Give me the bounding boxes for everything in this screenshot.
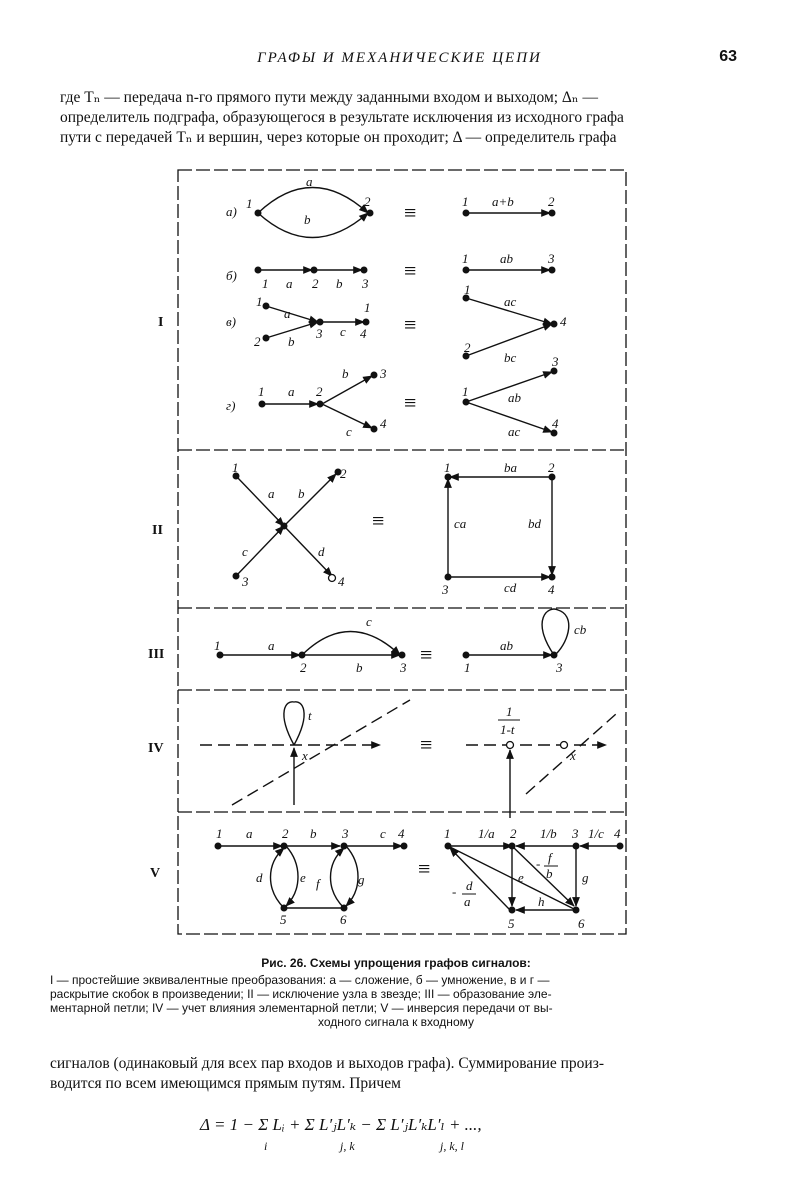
fraction-sign: - [536,856,541,871]
fraction-denominator: a [464,894,471,909]
edge-label: ba [504,460,517,475]
edge-label: bd [528,516,541,531]
equiv-sign: ≡ [372,508,385,533]
fraction-numerator: 1 [506,704,513,719]
section-label-III: III [148,647,165,662]
node-label: 2 [548,194,555,209]
node-label: 3 [572,826,579,841]
equiv-sign: ≡ [420,732,433,757]
node-label: 2 [312,276,319,291]
edge-label: ab [500,251,513,266]
subitem-d: г) [226,398,236,413]
node-label: 2 [364,194,371,209]
outro-line-1: сигналов (одинаковый для всех пар входов и выходов графа). Суммирование произ- [50,1055,605,1072]
node-label: x [302,748,308,763]
caption-title: Рис. 26. Схемы упрощения графов сигналов: [261,956,531,970]
node-label: 2 [282,826,289,841]
subitem-a: а) [226,204,237,219]
running-title: ГРАФЫ И МЕХАНИЧЕСКИЕ ЦЕПИ [257,50,542,66]
node-label: 1 [216,826,223,841]
edge-label: a [286,276,293,291]
fraction-numerator: f [548,850,552,865]
fraction-denominator: 1-t [500,722,515,737]
fraction-denominator: b [546,866,553,881]
edge-label: d [256,870,263,885]
edge-label: c [340,324,346,339]
caption-line-2: раскрытие скобок в произведении; II — исключение узла в звезде; III — образование эле- [50,987,552,1001]
edge-label: ac [508,424,521,439]
node-label: 3 [380,366,387,381]
node-label: 3 [342,826,349,841]
node-label: 2 [316,384,323,399]
edge-label: b [288,334,295,349]
graph-IV-right [466,714,616,818]
figure-26 [0,160,799,945]
node-label: 5 [508,916,515,931]
node-label: 1 [464,660,471,675]
node-label: 4 [380,416,387,431]
graph-open-nodes [329,575,568,749]
node-label: 3 [556,660,563,675]
section-label-IV: IV [148,741,164,756]
fraction-numerator: d [466,878,473,893]
node-label: 1 [246,196,253,211]
equiv-sign: ≡ [420,642,433,667]
node-label: 5 [280,912,287,927]
edge-label: bc [504,350,517,365]
node-label: 4 [360,326,367,341]
node-label: 3 [400,660,407,675]
node-label: 2 [464,340,471,355]
node-label: 3 [442,582,449,597]
edge-label: a [306,174,313,189]
section-label-I: I [158,315,164,330]
edge-label: h [538,894,545,909]
figure-caption [50,956,742,1029]
node-label: 4 [560,314,567,329]
caption-line-3: ментарной петли; IV — учет влияния элементарной петли; V — инверсия передачи от вы- [50,1001,553,1015]
node-label: 1 [262,276,269,291]
edge-label: g [582,870,589,885]
edge-label: b [336,276,343,291]
edge-label: b [342,366,349,381]
edge-label: a [284,306,291,321]
outro-line-2: водится по всем имеющимся прямым путям. Причем [50,1075,401,1092]
node-label: 2 [300,660,307,675]
node-label: 3 [242,574,249,589]
edge-label: a [268,486,275,501]
edge-label: e [518,870,524,885]
node-label: 1 [256,294,263,309]
node-label: 2 [254,334,261,349]
node-label: 2 [548,460,555,475]
edge-label: ac [504,294,517,309]
node-label: 1 [364,300,371,315]
edge-label: 1/b [540,826,557,841]
graph-V-right [448,846,618,910]
graph-III-right [466,609,569,655]
node-label: 1 [462,384,469,399]
section-label-V: V [150,866,161,881]
edge-label: ab [508,390,521,405]
equiv-sign: ≡ [404,200,417,225]
graph-III-left [220,632,400,656]
edge-label: c [366,614,372,629]
node-label: 1 [232,460,239,475]
edge-label: cd [504,580,517,595]
node-label: 4 [614,826,621,841]
equiv-sign: ≡ [404,390,417,415]
node-label: 1 [464,282,471,297]
node-label: 1 [462,194,469,209]
edge-label: f [316,876,320,891]
node-label: 4 [548,582,555,597]
node-label: 3 [362,276,369,291]
edge-label: a [268,638,275,653]
edge-label: d [318,544,325,559]
node-label: 3 [548,251,555,266]
node-label: 6 [578,916,585,931]
edge-label: a [246,826,253,841]
node-label: 4 [552,416,559,431]
edge-label: c [242,544,248,559]
intro-paragraph [60,88,740,148]
edge-label: 1/c [588,826,604,841]
intro-line-1: где Tₙ — передача n-го прямого пути между заданными входом и выходом; Δₙ — [60,89,598,106]
edge-label: b [298,486,305,501]
edge-label: a+b [492,194,514,209]
page-header [0,48,799,72]
subitem-b: б) [226,268,237,283]
node-label: 3 [316,326,323,341]
edge-label: c [346,424,352,439]
edge-label: e [300,870,306,885]
caption-line-4: ходного сигнала к входному [317,1015,474,1029]
graph-Ic-left [266,306,364,338]
section-label-II: II [152,523,163,538]
edge-label: cb [574,622,587,637]
equiv-sign: ≡ [404,312,417,337]
node-label: x [570,748,576,763]
edge-label: b [304,212,311,227]
outro-paragraph [50,1054,740,1094]
edge-label: ab [500,638,513,653]
node-label: 2 [510,826,517,841]
caption-line-1: I — простейшие эквивалентные преобразования: а — сложение, б — умножение, в и г — [50,973,550,987]
edge-label: ca [454,516,467,531]
node-label: 6 [340,912,347,927]
node-label: 2 [340,466,347,481]
edge-label: a [288,384,295,399]
fraction-sign: - [452,884,457,899]
subitem-c: в) [226,314,236,329]
node-label: 1 [444,460,451,475]
node-label: 4 [398,826,405,841]
graph-V-left [218,846,402,908]
edge-label: b [356,660,363,675]
node-label: 1 [214,638,221,653]
formula-sub-1: i [264,1139,268,1153]
edge-label: g [358,872,365,887]
edge-label: b [310,826,317,841]
intro-line-2: определитель подграфа, образующегося в результате исключения из исходного графа [60,109,624,126]
equiv-sign: ≡ [418,856,431,881]
formula-lhs: Δ [200,1115,210,1134]
formula-sub-3: j, k, l [440,1139,464,1153]
node-label: 1 [462,251,469,266]
determinant-formula [200,1108,620,1158]
intro-line-3: пути с передачей Tₙ и вершин, через которые он проходит; Δ — определитель графа [60,129,617,146]
formula-sub-2: j, k [340,1139,355,1153]
node-label: 1 [444,826,451,841]
formula-body: = 1 − Σ Lᵢ + Σ L′ⱼL′ₖ − Σ L′ⱼL′ₖL′ₗ + ..., [214,1115,482,1134]
graph-Ia-left [258,188,368,238]
loop-label: t [308,708,312,723]
node-label: 1 [258,384,265,399]
edge-label: c [380,826,386,841]
node-label: 3 [552,354,559,369]
node-label: 4 [338,574,345,589]
edge-label: 1/a [478,826,495,841]
equiv-sign: ≡ [404,258,417,283]
page-number: 63 [719,48,737,65]
